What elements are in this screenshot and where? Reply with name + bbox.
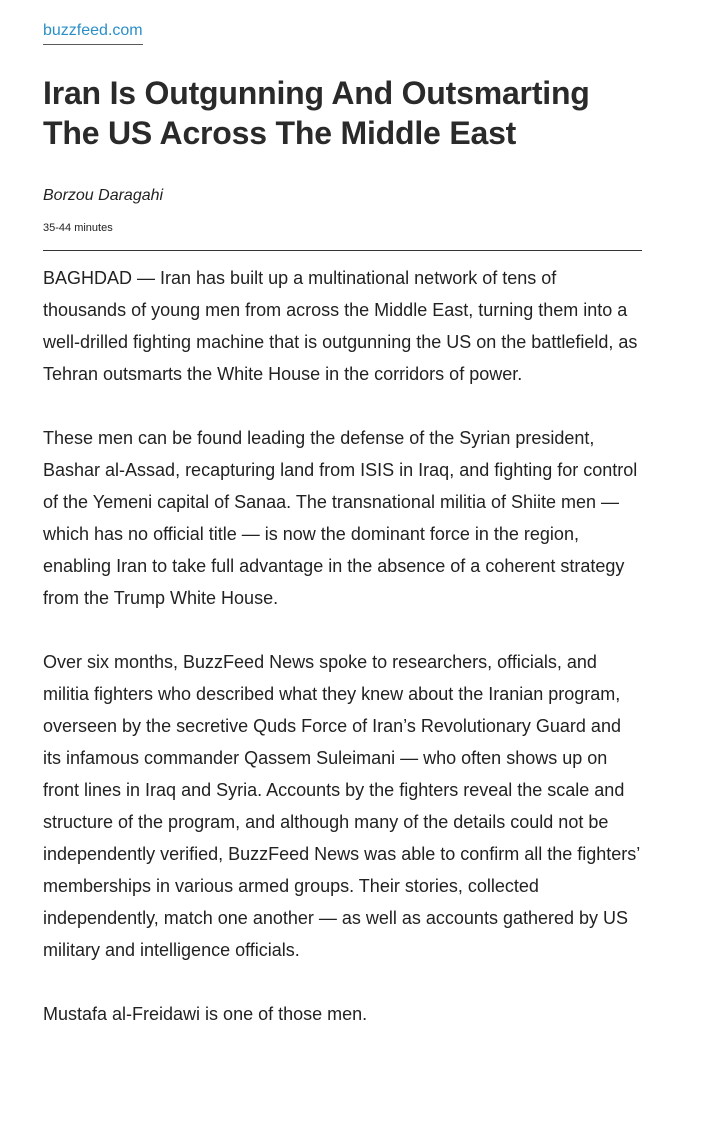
source-site-link[interactable]: buzzfeed.com bbox=[43, 21, 143, 45]
reading-time: 35-44 minutes bbox=[43, 222, 113, 234]
header-divider bbox=[43, 250, 642, 251]
article-paragraph: Over six months, BuzzFeed News spoke to researchers, officials, and militia fighters who described what they knew about the Iranian program, overseen by the secretive Quds Force of Iran’s Revolutionary Guard and its infamous commander Qassem Suleimani — who often shows up on front lines in Iraq and Syria. Accounts by the fighters reveal the scale and structure of the program, and although many of the details could not be independently verified, BuzzFeed News was able to confirm all the fighters’ memberships in various armed groups. Their stories, collected independently, match one another — as well as accounts gathered by US military and intelligence officials. bbox=[43, 652, 640, 960]
article-title: Iran Is Outgunning And Outsmarting The US Across The Middle East bbox=[43, 75, 590, 151]
article-body bbox=[43, 262, 643, 1062]
author-byline: Borzou Daragahi bbox=[43, 187, 164, 204]
article-paragraph: These men can be found leading the defense of the Syrian president, Bashar al-Assad, recapturing land from ISIS in Iraq, and fighting for control of the Yemeni capital of Sanaa. The transnational militia of Shiite men — which has no official title — is now the dominant force in the region, enabling Iran to take full advantage in the absence of a coherent strategy from the Trump White House. bbox=[43, 428, 638, 608]
article-paragraph: BAGHDAD — Iran has built up a multinational network of tens of thousands of young men from across the Middle East, turning them into a well-drilled fighting machine that is outgunning the US on the battlefield, as Tehran outsmarts the White House in the corridors of power. bbox=[43, 268, 638, 384]
article-paragraph: Mustafa al-Freidawi is one of those men. bbox=[43, 1004, 368, 1024]
